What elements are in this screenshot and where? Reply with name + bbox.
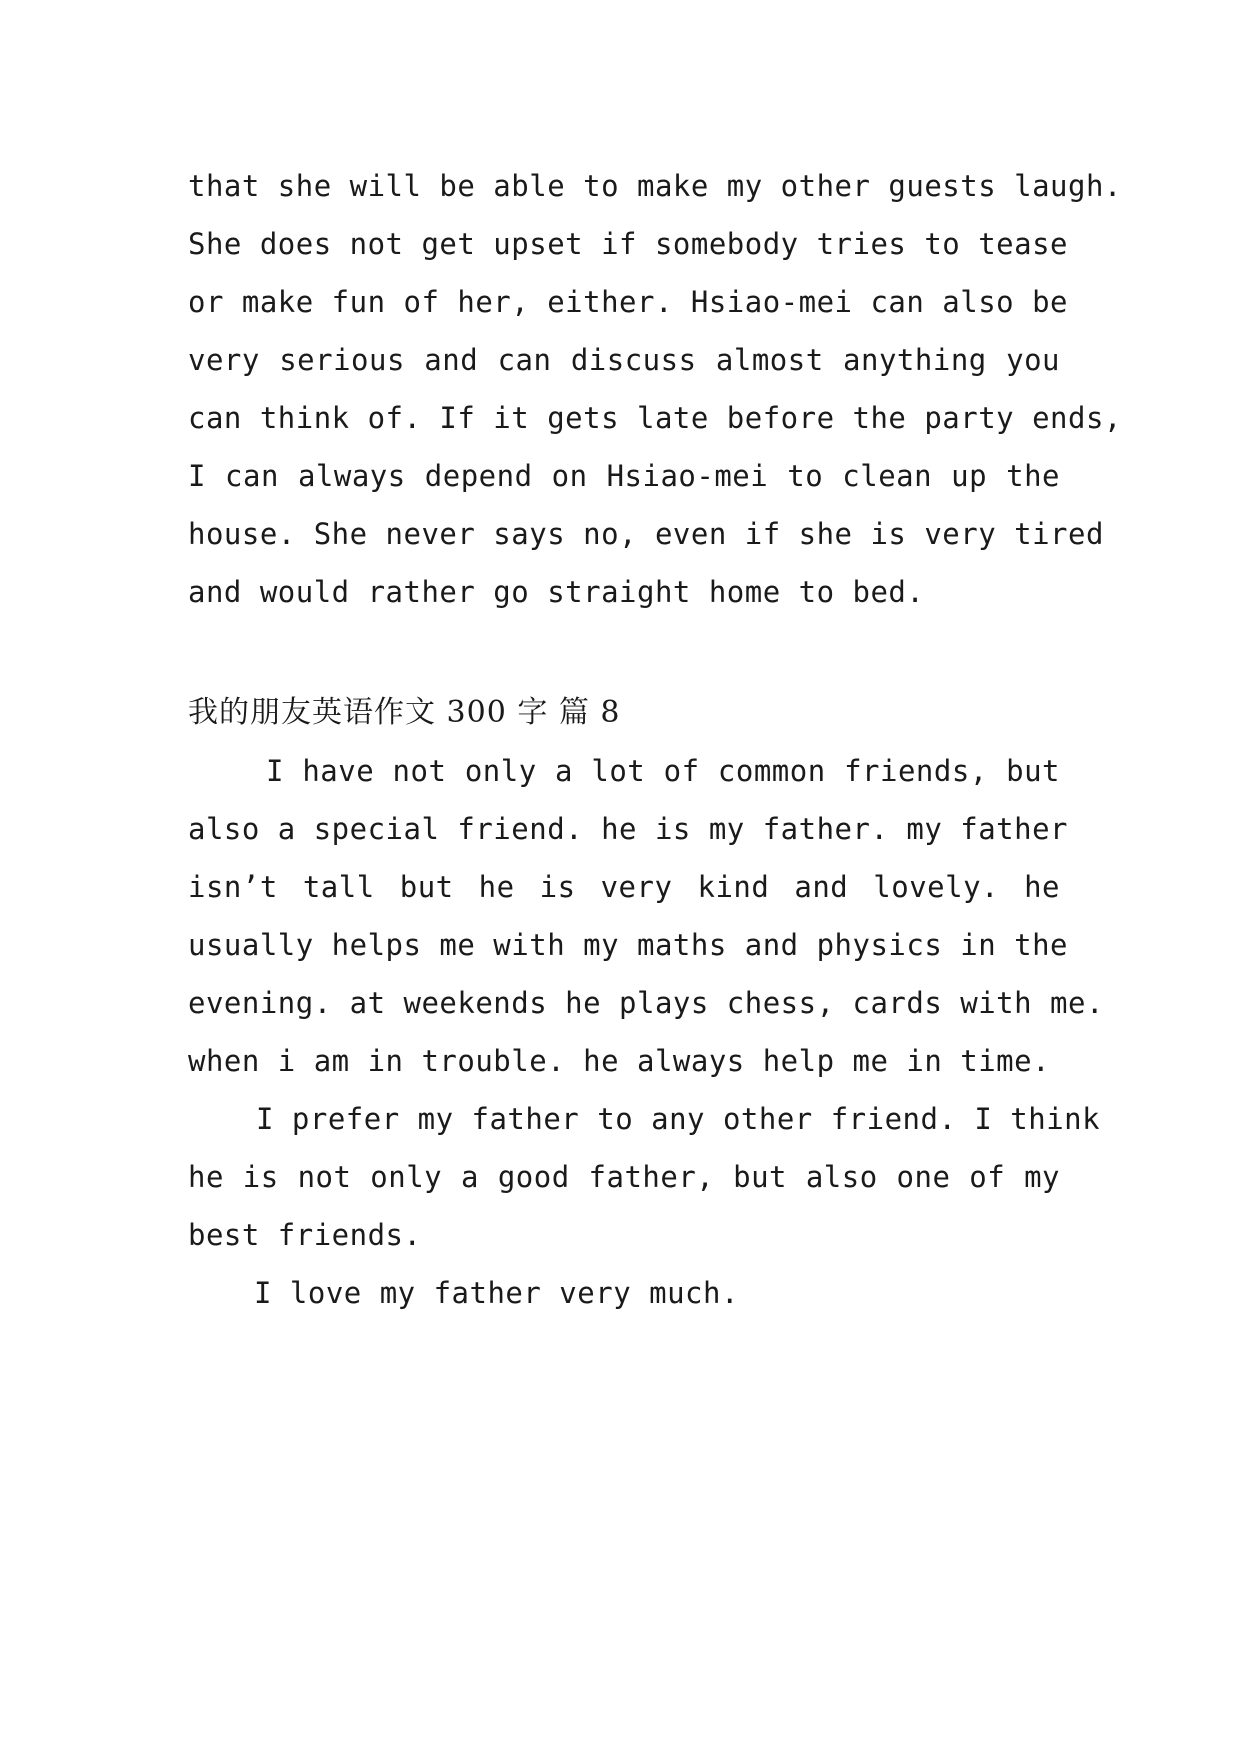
text-line: that she will be able to make my other guests laugh. (188, 169, 1122, 203)
text-line: usually helps me with my maths and physics in the (188, 928, 1069, 962)
text-line: he is not only a good father, but also one of my (188, 1160, 1060, 1194)
text-line: I can always depend on Hsiao-mei to clean up the (188, 459, 1060, 493)
text-line: or make fun of her, either. Hsiao-mei can also be (188, 285, 1069, 319)
text-line: evening. at weekends he plays chess, cards with me. (188, 986, 1104, 1020)
text-line: house. She never says no, even if she is very tired (188, 517, 1104, 551)
paragraph-first-line: I have not only a lot of common friends, but (266, 754, 1060, 788)
text-line: isn’t tall but he is very kind and lovely. he (188, 870, 1060, 904)
text-line: when i am in trouble. he always help me in time. (188, 1044, 1051, 1078)
text-line: and would rather go straight home to bed. (188, 575, 925, 609)
text-line: can think of. If it gets late before the party ends, (188, 401, 1122, 435)
paragraph-first-line: I love my father very much. (254, 1276, 739, 1310)
paragraph-first-line: I prefer my father to any other friend. I think (256, 1102, 1101, 1136)
section-heading: 我的朋友英语作文 300 字 篇 8 (188, 695, 621, 730)
text-line: also a special friend. he is my father. my father (188, 812, 1069, 846)
text-line: best friends. (188, 1218, 422, 1252)
text-line: very serious and can discuss almost anything you (188, 343, 1060, 377)
text-line: She does not get upset if somebody tries to tease (188, 227, 1069, 261)
